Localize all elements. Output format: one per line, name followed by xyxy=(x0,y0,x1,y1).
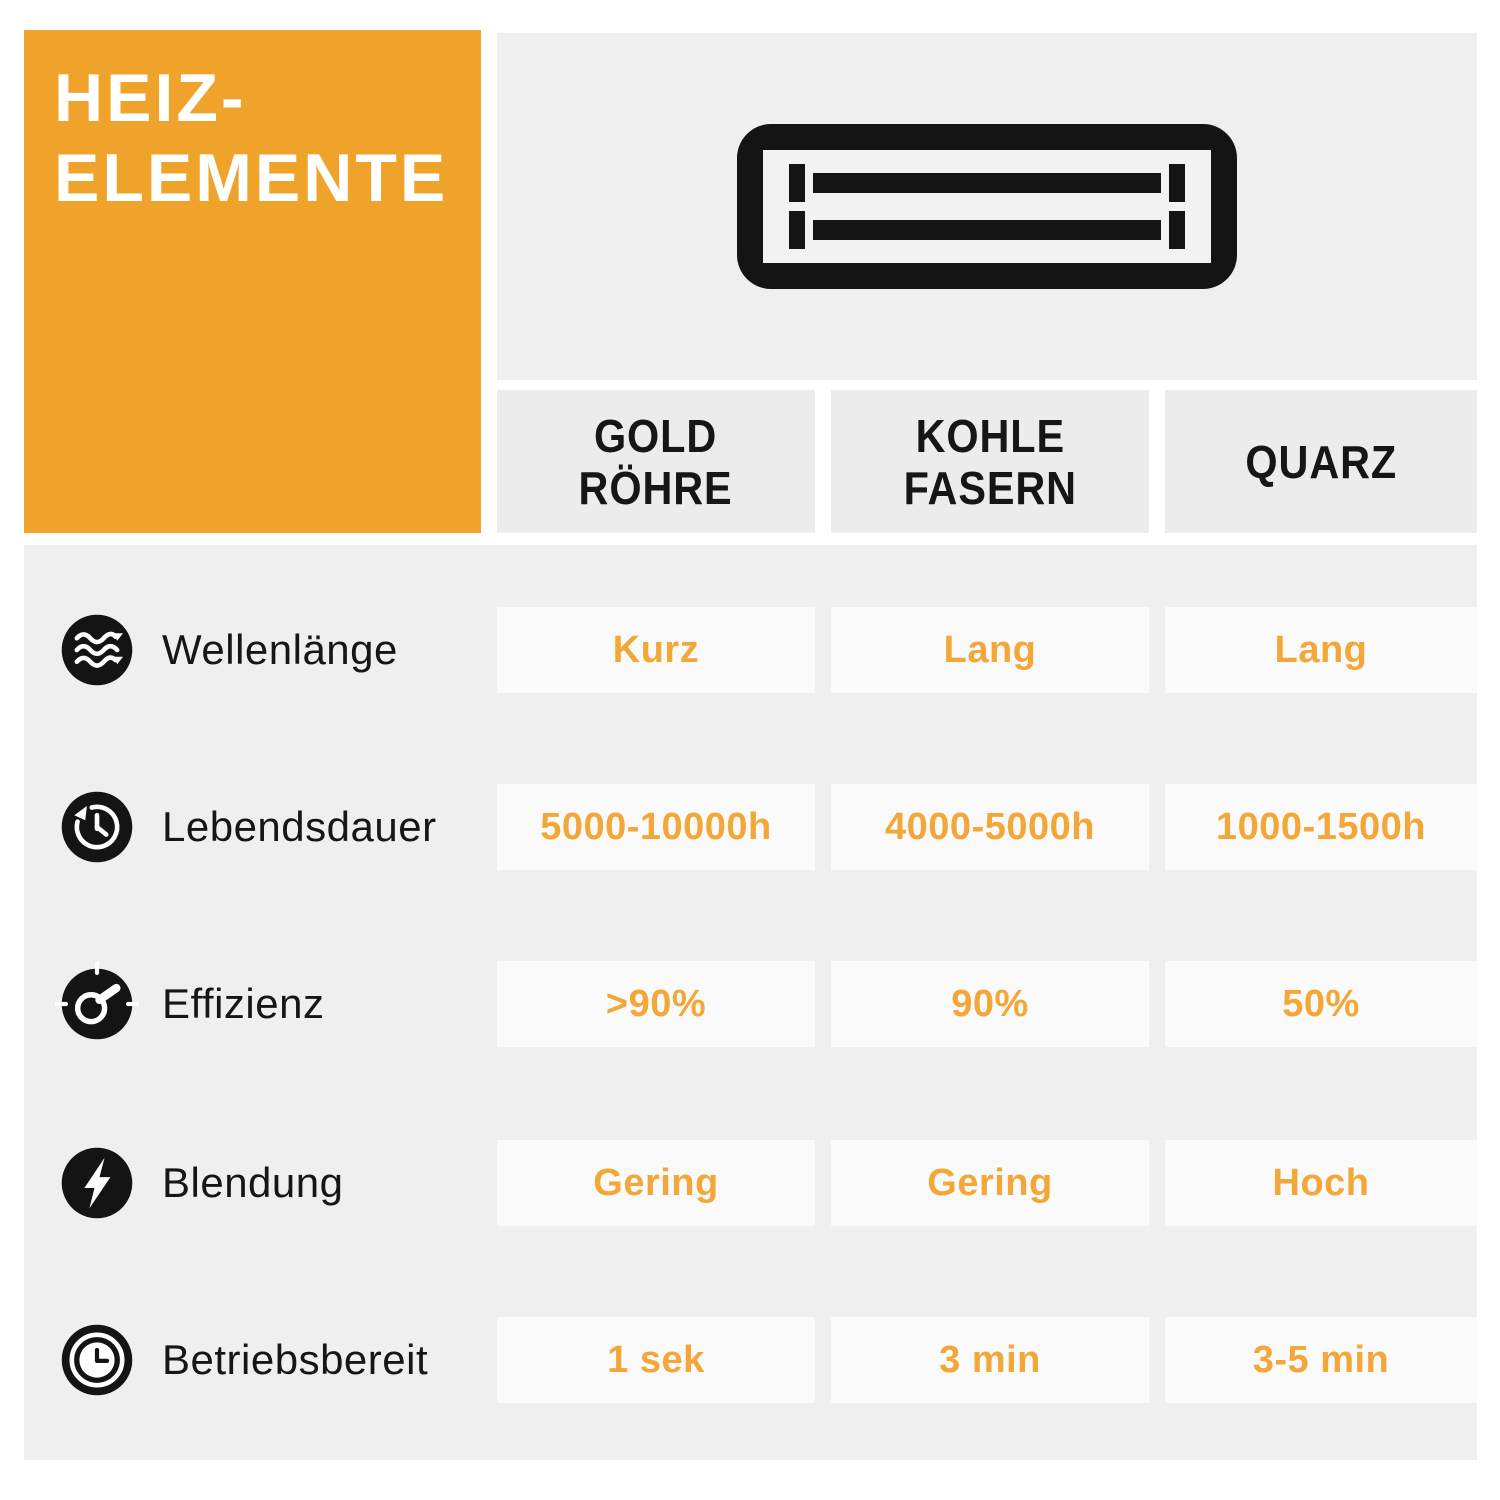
column-header-line: KOHLE xyxy=(915,409,1065,462)
table-cell: 3-5 min xyxy=(1165,1317,1477,1403)
hero-panel xyxy=(497,33,1477,380)
table-cell: 1000-1500h xyxy=(1165,784,1477,870)
page-title-line1: HEIZ- xyxy=(54,60,247,136)
lightning-bolt-icon xyxy=(55,1141,139,1225)
table-cell: Lang xyxy=(831,607,1149,693)
row-label: Betriebsbereit xyxy=(162,1336,429,1383)
table-cell: 3 min xyxy=(831,1317,1149,1403)
table-cell: 1 sek xyxy=(497,1317,815,1403)
column-header-quarz xyxy=(1165,390,1477,533)
table-cell: >90% xyxy=(497,961,815,1047)
column-header-line: RÖHRE xyxy=(578,461,734,514)
dial-gauge-icon xyxy=(55,962,139,1046)
table-cell: Lang xyxy=(1165,607,1477,693)
page-title-line2: ELEMENTE xyxy=(54,140,449,216)
table-cell: 50% xyxy=(1165,961,1477,1047)
table-cell: 4000-5000h xyxy=(831,784,1149,870)
column-header-gold-roehre xyxy=(497,390,815,533)
comparison-table xyxy=(24,545,1477,1460)
table-row xyxy=(24,961,1477,1047)
title-box xyxy=(24,30,481,533)
clock-icon xyxy=(55,1318,139,1402)
table-cell: 90% xyxy=(831,961,1149,1047)
column-header-kohle-fasern xyxy=(831,390,1149,533)
page-title xyxy=(54,58,448,218)
row-label: Blendung xyxy=(162,1159,344,1206)
column-header-line: QUARZ xyxy=(1245,435,1397,488)
column-header-line: GOLD xyxy=(594,409,718,462)
infrared-heater-icon xyxy=(737,124,1237,289)
table-row xyxy=(24,1140,1477,1226)
table-cell: Hoch xyxy=(1165,1140,1477,1226)
table-cell: Kurz xyxy=(497,607,815,693)
table-cell: 5000-10000h xyxy=(497,784,815,870)
row-label: Effizienz xyxy=(162,980,325,1027)
history-clock-icon xyxy=(55,785,139,869)
table-cell: Gering xyxy=(831,1140,1149,1226)
row-label: Lebendsdauer xyxy=(162,803,437,850)
table-row xyxy=(24,607,1477,693)
table-cell: Gering xyxy=(497,1140,815,1226)
table-row xyxy=(24,1317,1477,1403)
row-label: Wellenlänge xyxy=(162,626,398,673)
waves-icon xyxy=(55,608,139,692)
table-row xyxy=(24,784,1477,870)
column-header-line: FASERN xyxy=(903,461,1077,514)
